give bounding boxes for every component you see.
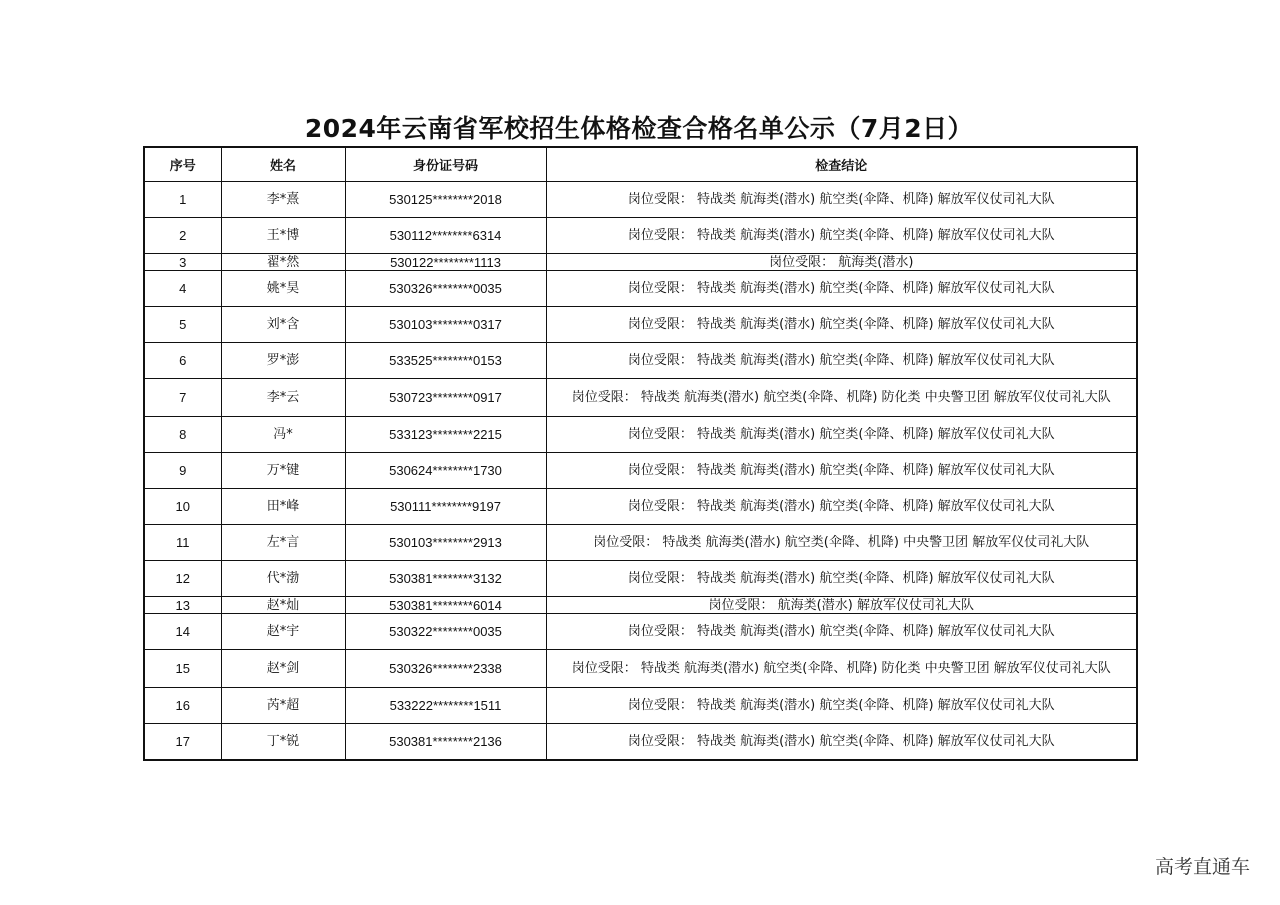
cell-seq: 10 — [144, 489, 221, 525]
cell-id-number: 530112********6314 — [345, 218, 546, 254]
cell-name: 李*熹 — [221, 182, 345, 218]
table-row — [144, 489, 1137, 525]
cell-name: 冯* — [221, 417, 345, 453]
cell-seq: 14 — [144, 614, 221, 650]
cell-seq: 16 — [144, 688, 221, 724]
cell-result: 岗位受限： 特战类 航海类(潜水) 航空类(伞降、机降) 解放军仪仗司礼大队 — [546, 453, 1137, 489]
cell-id-number: 530381********2136 — [345, 724, 546, 761]
cell-id-number: 530624********1730 — [345, 453, 546, 489]
cell-name: 翟*然 — [221, 254, 345, 271]
cell-name: 赵*灿 — [221, 597, 345, 614]
table-row — [144, 417, 1137, 453]
cell-name: 姚*昊 — [221, 271, 345, 307]
cell-id-number: 533222********1511 — [345, 688, 546, 724]
cell-result: 岗位受限： 特战类 航海类(潜水) 航空类(伞降、机降) 解放军仪仗司礼大队 — [546, 489, 1137, 525]
cell-id-number: 530125********2018 — [345, 182, 546, 218]
table-header-row — [144, 147, 1137, 182]
cell-result: 岗位受限： 特战类 航海类(潜水) 航空类(伞降、机降) 解放军仪仗司礼大队 — [546, 182, 1137, 218]
cell-name: 赵*宇 — [221, 614, 345, 650]
cell-seq: 2 — [144, 218, 221, 254]
cell-id-number: 533525********0153 — [345, 343, 546, 379]
table-row — [144, 724, 1137, 761]
cell-result: 岗位受限： 特战类 航海类(潜水) 航空类(伞降、机降) 防化类 中央警卫团 解放军仪仗司礼大队 — [546, 379, 1137, 417]
cell-seq: 13 — [144, 597, 221, 614]
cell-name: 万*键 — [221, 453, 345, 489]
table-row — [144, 343, 1137, 379]
document-title: 2024年云南省军校招生体格检查合格名单公示（7月2日） — [304, 114, 974, 143]
cell-id-number: 530326********2338 — [345, 650, 546, 688]
cell-seq: 9 — [144, 453, 221, 489]
cell-name: 刘*含 — [221, 307, 345, 343]
watermark-label: 高考直通车 — [1154, 856, 1250, 878]
header-result: 检查结论 — [546, 147, 1137, 182]
cell-id-number: 530381********6014 — [345, 597, 546, 614]
cell-seq: 11 — [144, 525, 221, 561]
cell-result: 岗位受限： 特战类 航海类(潜水) 航空类(伞降、机降) 解放军仪仗司礼大队 — [546, 218, 1137, 254]
cell-result: 岗位受限： 特战类 航海类(潜水) 航空类(伞降、机降) 解放军仪仗司礼大队 — [546, 417, 1137, 453]
table-row — [144, 453, 1137, 489]
cell-seq: 4 — [144, 271, 221, 307]
cell-result: 岗位受限： 航海类(潜水) — [546, 254, 1137, 271]
header-name: 姓名 — [221, 147, 345, 182]
cell-result: 岗位受限： 特战类 航海类(潜水) 航空类(伞降、机降) 解放军仪仗司礼大队 — [546, 561, 1137, 597]
cell-result: 岗位受限： 特战类 航海类(潜水) 航空类(伞降、机降) 解放军仪仗司礼大队 — [546, 724, 1137, 761]
table-row — [144, 525, 1137, 561]
cell-name: 赵*剑 — [221, 650, 345, 688]
table-row — [144, 561, 1137, 597]
cell-seq: 8 — [144, 417, 221, 453]
cell-id-number: 530322********0035 — [345, 614, 546, 650]
cell-result: 岗位受限： 特战类 航海类(潜水) 航空类(伞降、机降) 解放军仪仗司礼大队 — [546, 614, 1137, 650]
cell-result: 岗位受限： 特战类 航海类(潜水) 航空类(伞降、机降) 中央警卫团 解放军仪仗司礼大队 — [546, 525, 1137, 561]
cell-id-number: 530381********3132 — [345, 561, 546, 597]
cell-id-number: 530103********0317 — [345, 307, 546, 343]
cell-result: 岗位受限： 航海类(潜水) 解放军仪仗司礼大队 — [546, 597, 1137, 614]
cell-seq: 12 — [144, 561, 221, 597]
cell-name: 丁*锐 — [221, 724, 345, 761]
cell-seq: 15 — [144, 650, 221, 688]
roster-table — [143, 146, 1138, 761]
cell-name: 罗*澎 — [221, 343, 345, 379]
cell-seq: 3 — [144, 254, 221, 271]
cell-id-number: 530122********1113 — [345, 254, 546, 271]
cell-name: 李*云 — [221, 379, 345, 417]
cell-name: 王*博 — [221, 218, 345, 254]
cell-name: 芮*超 — [221, 688, 345, 724]
header-id-number: 身份证号码 — [345, 147, 546, 182]
cell-id-number: 533123********2215 — [345, 417, 546, 453]
cell-seq: 7 — [144, 379, 221, 417]
cell-result: 岗位受限： 特战类 航海类(潜水) 航空类(伞降、机降) 解放军仪仗司礼大队 — [546, 271, 1137, 307]
table-row — [144, 597, 1137, 614]
cell-seq: 17 — [144, 724, 221, 761]
cell-name: 左*言 — [221, 525, 345, 561]
cell-result: 岗位受限： 特战类 航海类(潜水) 航空类(伞降、机降) 防化类 中央警卫团 解放军仪仗司礼大队 — [546, 650, 1137, 688]
table-row — [144, 307, 1137, 343]
table-row — [144, 688, 1137, 724]
cell-result: 岗位受限： 特战类 航海类(潜水) 航空类(伞降、机降) 解放军仪仗司礼大队 — [546, 307, 1137, 343]
cell-seq: 6 — [144, 343, 221, 379]
cell-seq: 1 — [144, 182, 221, 218]
header-seq: 序号 — [144, 147, 221, 182]
table-row — [144, 218, 1137, 254]
table-row — [144, 182, 1137, 218]
table-row — [144, 254, 1137, 271]
cell-name: 田*峰 — [221, 489, 345, 525]
table-row — [144, 271, 1137, 307]
cell-result: 岗位受限： 特战类 航海类(潜水) 航空类(伞降、机降) 解放军仪仗司礼大队 — [546, 343, 1137, 379]
cell-seq: 5 — [144, 307, 221, 343]
cell-id-number: 530723********0917 — [345, 379, 546, 417]
cell-id-number: 530326********0035 — [345, 271, 546, 307]
table-row — [144, 379, 1137, 417]
cell-result: 岗位受限： 特战类 航海类(潜水) 航空类(伞降、机降) 解放军仪仗司礼大队 — [546, 688, 1137, 724]
table-row — [144, 650, 1137, 688]
cell-id-number: 530111********9197 — [345, 489, 546, 525]
cell-id-number: 530103********2913 — [345, 525, 546, 561]
table-row — [144, 614, 1137, 650]
cell-name: 代*渤 — [221, 561, 345, 597]
